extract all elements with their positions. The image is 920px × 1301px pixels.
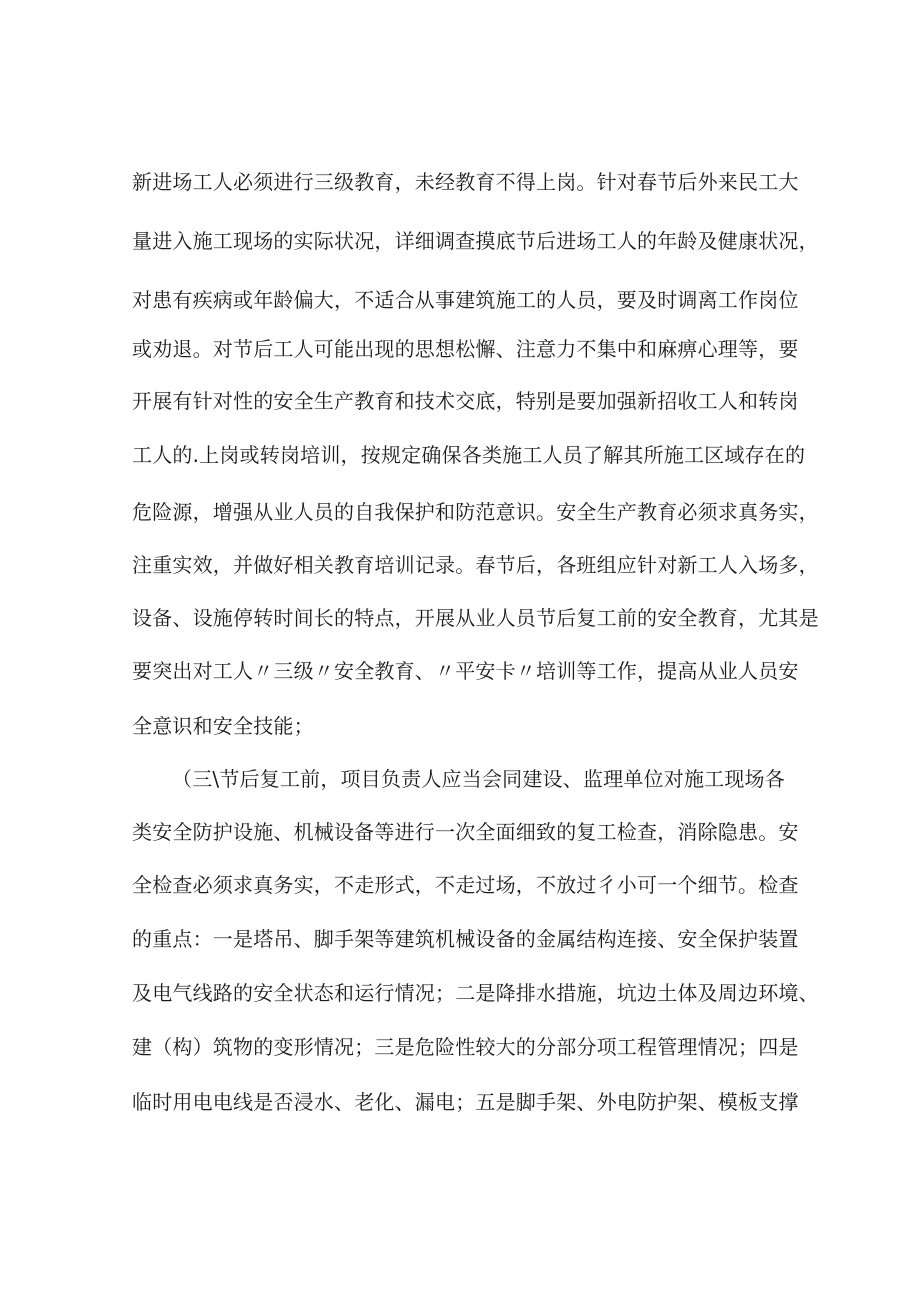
text-line-11: 全意识和安全技能； — [132, 714, 314, 738]
text-line-17: 建（构）筑物的变形情况；三是危险性较大的分部分项工程管理情况；四是 — [132, 1035, 799, 1059]
text-line-18: 临时用电电线是否浸水、老化、漏电；五是脚手架、外电防护架、模板支撑 — [132, 1090, 799, 1114]
text-line-15: 的重点：一是塔吊、脚手架等建筑机械设备的金属结构连接、安全保护装置 — [132, 927, 799, 951]
text-line-8: 注重实效，并做好相关教育培训记录。春节后，各班组应针对新工人入场多， — [132, 553, 819, 577]
text-line-1: 新进场工人必须进行三级教育，未经教育不得上岗。针对春节后外来民工大 — [132, 170, 799, 194]
text-line-5: 开展有针对性的安全生产教育和技术交底，特别是要加强新招收工人和转岗 — [132, 389, 799, 413]
text-line-3: 对患有疾病或年龄偏大，不适合从事建筑施工的人员，要及时调离工作岗位 — [132, 288, 799, 312]
text-line-2: 量进入施工现场的实际状况，详细调查摸底节后进场工人的年龄及健康状况， — [132, 229, 819, 253]
text-line-12-paragraph-start: （三\节后复工前，项目负责人应当会同建设、监理单位对施工现场各 — [172, 767, 785, 791]
text-line-6: 工人的.上岗或转岗培训，按规定确保各类施工人员了解其所施工区域存在的 — [132, 443, 806, 467]
text-line-14: 全检查必须求真务实，不走形式，不走过场，不放过彳小可一个细节。检查 — [132, 873, 799, 897]
text-line-4: 或劝退。对节后工人可能出现的思想松懈、注意力不集中和麻痹心理等，要 — [132, 337, 799, 361]
text-line-9: 设备、设施停转时间长的特点，开展从业人员节后复工前的安全教育，尤其是 — [132, 606, 819, 630]
text-line-10: 要突出对工人〃三级〃安全教育、〃平安卡〃培训等工作，提高从业人员安 — [132, 659, 799, 683]
text-line-7: 危险源，增强从业人员的自我保护和防范意识。安全生产教育必须求真务实， — [132, 500, 819, 524]
text-line-16: 及电气线路的安全状态和运行情况；二是降排水措施，坑边土体及周边环境、 — [132, 981, 819, 1005]
text-line-13: 类安全防护设施、机械设备等进行一次全面细致的复工检查，消除隐患。安 — [132, 820, 799, 844]
